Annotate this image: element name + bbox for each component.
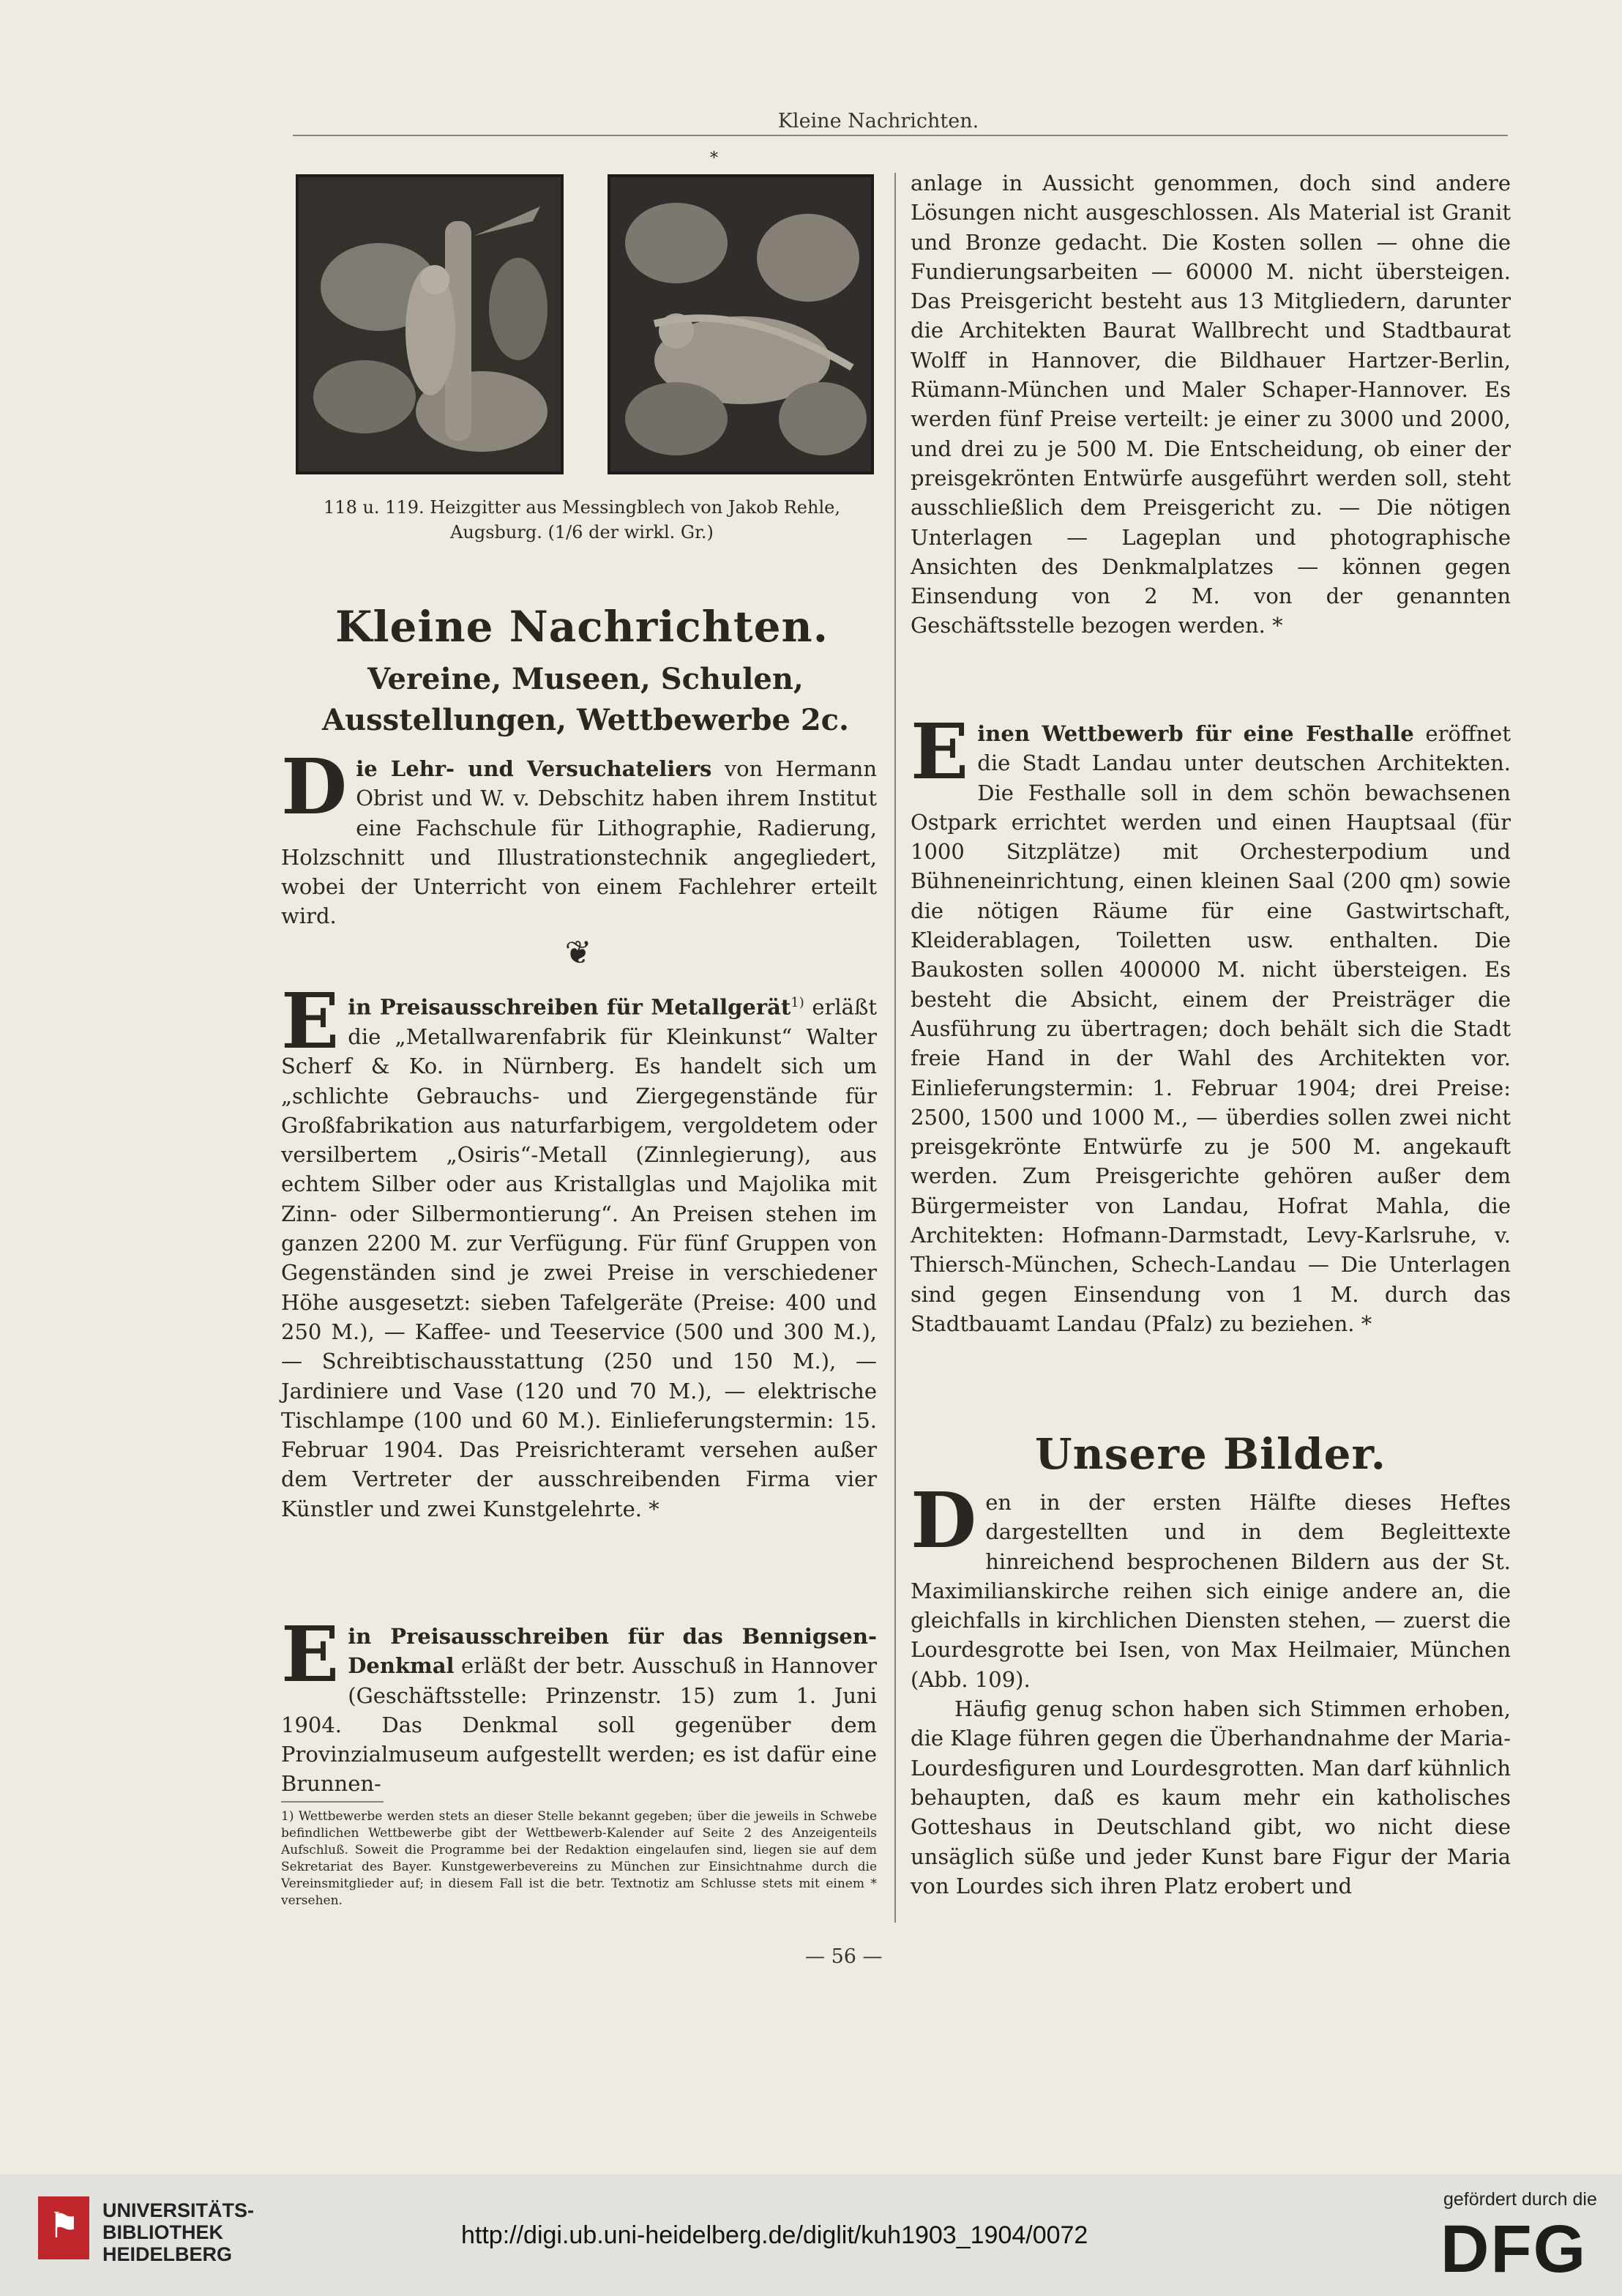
- header-rule: [293, 135, 1508, 136]
- footnote: 1) Wettbewerbe werden stets an dieser Stelle bekannt gegeben; über die jeweils in Schwebe befindlichen Wettbewerbe gibt der Wettbewerb-Kalender auf Seite 2 des Anzeigenteils Aufschluß. Soweit die Programme bei der Redaktion eingelaufen sind, liegen sie auf dem Sekretariat des Bayer. Kunstgewerbevereins zu München zur Einsichtnahme durch die Vereinsmitglieder auf; in diesem Fall ist die betr. Textnotiz am Schlusse stets mit einem * versehen.: [281, 1809, 877, 1908]
- left-column-block-1: [281, 742, 878, 931]
- university-logo-icon: ⚑: [38, 2196, 89, 2259]
- dfg-logo: DFG: [1440, 2212, 1588, 2286]
- left-column-block-2: [281, 976, 877, 1524]
- funded-by-label: gefördert durch die: [1443, 2189, 1597, 2210]
- dropcap: D: [281, 742, 348, 832]
- paragraph-text: erläßt der betr. Ausschuß in Hannover (Geschäftsstelle: Prinzenstr. 15) zum 1. Juni 1904. Das Denkmal soll gegenüber dem Provinzialmuseum aufgestellt werden; es ist dafür eine Brunnen-: [281, 1653, 877, 1797]
- footer-bar: [0, 2174, 1622, 2296]
- paragraph-text: von Hermann Obrist und W. v. Debschitz haben ihrem Institut eine Fachschule für Lithographie, Radierung, Holzschnitt und Illustrationstechnik angegliedert, wobei der Unterricht von einem Fachlehrer erteilt wird.: [281, 756, 878, 929]
- university-name: UNIVERSITÄTS- BIBLIOTHEK HEIDELBERG: [102, 2199, 255, 2265]
- lead-phrase: in Preisausschreiben für Metallgerät: [348, 994, 791, 1020]
- paragraph-text: en in der ersten Hälfte dieses Heftes dargestellten und in dem Begleittexte hinreichend besprochenen Bildern aus der St. Maximilianskirche reihen sich einige andere an, die gleichfalls in kirchlichen Diensten stehen, — zuerst die Lourdesgrotte bei Isen, von Max Heilmaier, München (Abb. 109).: [911, 1490, 1511, 1692]
- dropcap: E: [281, 976, 340, 1066]
- column-divider: [894, 173, 896, 1923]
- figure-118-grille: [296, 174, 564, 474]
- footnote-marker: 1): [791, 995, 804, 1010]
- paragraph-text: anlage in Aussicht genommen, doch sind andere Lösungen nicht ausgeschlossen. Als Material ist Granit und Bronze gedacht. Die Kosten sollen — ohne die Fundierungsarbeiten — 60000 M. nicht übersteigen. Das Preisgericht besteht aus 13 Mitgliedern, darunter die Architekten Baurat Wallbrecht und Stadtbaurat Wolff in Hannover, die Bildhauer Hartzer-Berlin, Rümann-München und Maler Schaper-Hannover. Es werden fünf Preise verteilt: je einer zu 3000 und 2000, und drei zu je 500 M. Die Entscheidung, ob einer der preisgekrönten Entwürfe ausgeführt werden soll, steht ausschließlich dem Preisgericht zu. — Die nötigen Unterlagen — Lageplan und photographische Ansichten des Denkmalplatzes — können gegen Einsendung von 2 M. von der genannten Geschäftsstelle bezogen werden. *: [911, 171, 1511, 638]
- star-mark: *: [710, 149, 718, 168]
- dropcap: E: [911, 707, 969, 797]
- figure-caption: 118 u. 119. Heizgitter aus Messingblech von Jakob Rehle, Augsburg. (1/6 der wirkl. Gr.): [324, 497, 840, 543]
- figure-119-grille: [608, 174, 874, 474]
- lead-phrase: ie Lehr- und Versuchateliers: [356, 756, 712, 781]
- right-column-block-3: [911, 1475, 1511, 1901]
- paragraph-text: Häufig genug schon haben sich Stimmen erhoben, die Klage führen gegen die Überhandnahme der Maria-Lourdesfiguren und Lourdesgrotten. Man darf kühnlich behaupten, daß es kaum mehr ein katholisches Gotteshaus in Deutschland gibt, wo nicht diese unsäglich süße und jeder Kunst bare Figur der Maria von Lourdes sich ihren Platz erobert und: [911, 1696, 1511, 1898]
- bird-grille-image-1: [299, 177, 561, 471]
- dropcap: E: [281, 1609, 340, 1699]
- section-heading-unsere-bilder: Unsere Bilder.: [1035, 1429, 1386, 1479]
- section-heading-kleine-nachrichten: Kleine Nachrichten.: [335, 602, 829, 652]
- lead-phrase: in Preisausschreiben für das Bennigsen-Denkmal: [348, 1624, 877, 1679]
- left-column-block-3: [281, 1609, 877, 1799]
- running-head: Kleine Nachrichten.: [777, 110, 979, 133]
- paragraph-text: eröffnet die Stadt Landau unter deutschen Architekten. Die Festhalle soll in dem schön bewachsenen Ostpark errichtet werden und einen Hauptsaal (für 1000 Sitzplätze) mit Orchesterpodium und Bühneneinrichtung, einen kleinen Saal (200 qm) sowie die nötigen Räume für eine Gastwirtschaft, Kleiderablagen, Toiletten usw. enthalten. Die Baukosten sollen 400000 M. nicht übersteigen. Es besteht die Absicht, einem der Preisträger die Ausführung zu übertragen; doch behält sich die Stadt freie Hand in der Wahl des Architekten vor. Einlieferungstermin: 1. Februar 1904; drei Preise: 2500, 1500 und 1000 M., — überdies sollen zwei nicht preisgekrönte Entwürfe zu je 500 M. angekauft werden. Zum Preisgerichte gehören außer dem Bürgermeister von Landau, Hofrat Mahla, die Architekten: Hofmann-Darmstadt, Levy-Karlsruhe, v. Thiersch-München, Schech-Landau — Die Unterlagen sind gegen Einsendung von 1 M. durch das Stadtbauamt Landau (Pfalz) zu beziehen. *: [911, 721, 1511, 1336]
- lead-phrase: inen Wettbewerb für eine Festhalle: [977, 721, 1414, 746]
- section-subheading: Vereine, Museen, Schulen, Ausstellungen, Wettbewerbe 2c.: [322, 662, 849, 737]
- ornament-divider: ❦: [564, 934, 592, 972]
- right-column-block-2: [911, 707, 1511, 1338]
- footnote-rule: [281, 1801, 384, 1803]
- paragraph-text: erläßt die „Metallwarenfabrik für Kleinkunst“ Walter Scherf & Ko. in Nürnberg. Es handelt sich um „schlichte Gebrauchs- und Ziergegenstände für Großfabrikation aus naturfarbigem, vergoldetem oder versilbertem „Osiris“-Metall (Zinnlegierung), aus echtem Silber oder aus Kristallglas und Majolika mit Zinn- oder Silbermontierung“. An Preisen stehen im ganzen 2200 M. zur Verfügung. Für fünf Gruppen von Gegenständen sind je zwei Preise in verschiedener Höhe ausgesetzt: sieben Tafelgeräte (Preise: 400 und 250 M.), — Kaffee- und Teeservice (500 und 300 M.), — Schreibtischausstattung (250 und 150 M.), — Jardiniere und Vase (120 und 70 M.), — elektrische Tischlampe (100 und 60 M.). Einlieferungstermin: 15. Februar 1904. Das Preisrichteramt versehen außer dem Vertreter der ausschreibenden Firma vier Künstler und zwei Kunstgelehrte. *: [281, 994, 877, 1521]
- bird-grille-image-2: [610, 177, 871, 471]
- permalink-url[interactable]: http://digi.ub.uni-heidelberg.de/diglit/kuh1903_1904/0072: [461, 2221, 1088, 2249]
- page-number: — 56 —: [805, 1945, 883, 1968]
- right-column-block-1: [911, 168, 1511, 641]
- dropcap: D: [911, 1475, 977, 1565]
